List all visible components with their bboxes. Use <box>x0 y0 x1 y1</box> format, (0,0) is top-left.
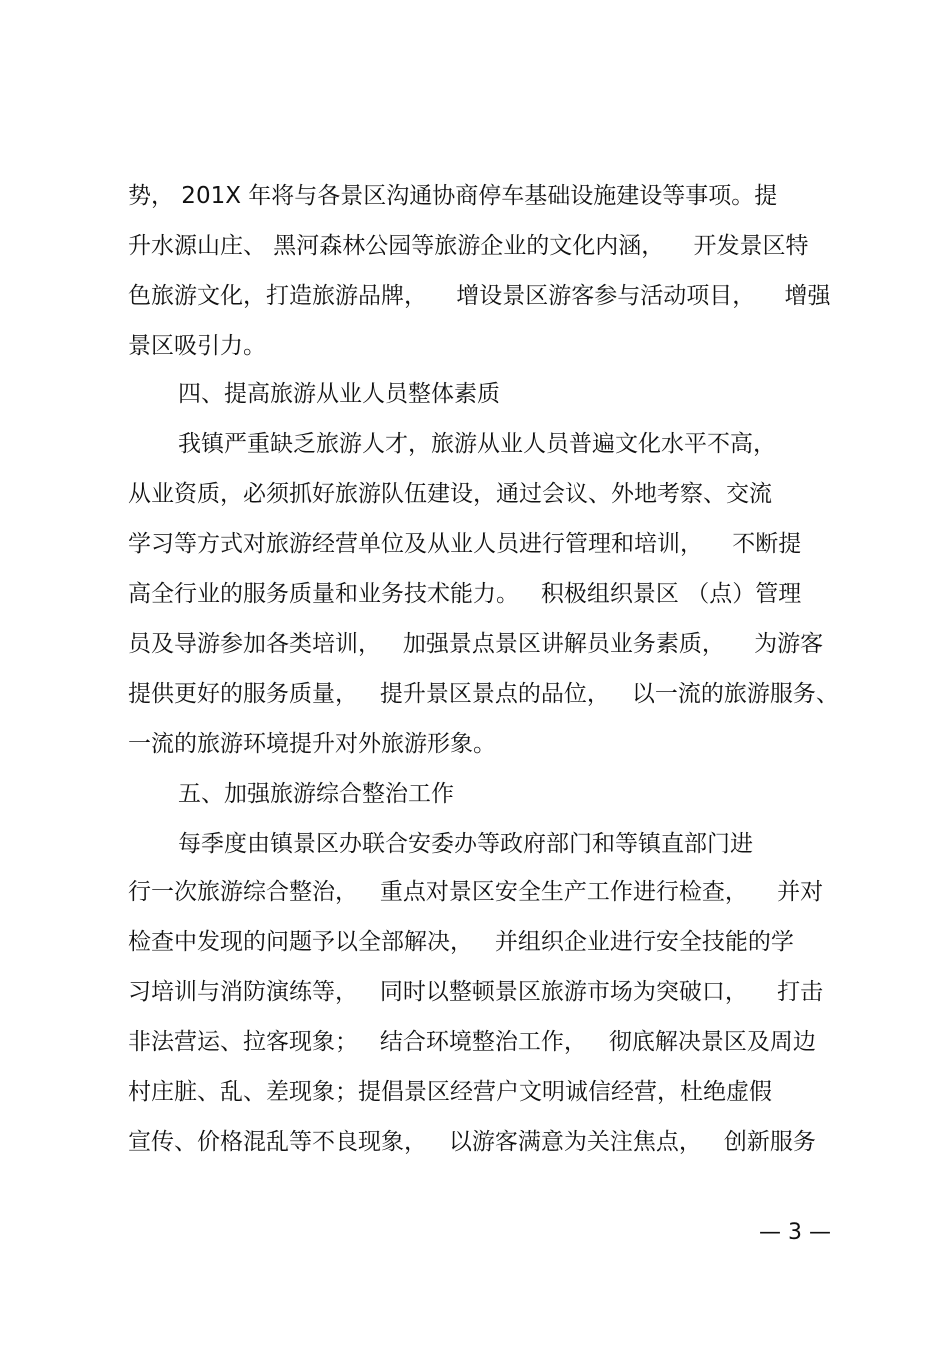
body-text-line: 高全行业的服务质量和业务技术能力。 积极组织景区 （点）管理 <box>128 581 802 607</box>
body-text-line: 从业资质，必须抓好旅游队伍建设，通过会议、外地考察、交流 <box>128 481 772 507</box>
body-text-line: 色旅游文化，打造旅游品牌， 增设景区游客参与活动项目， 增强 <box>128 283 831 309</box>
body-text-line: 习培训与消防演练等， 同时以整顿景区旅游市场为突破口， 打击 <box>128 979 824 1005</box>
body-text-line: 检查中发现的问题予以全部解决， 并组织企业进行安全技能的学 <box>128 929 794 955</box>
body-text-line: 行一次旅游综合整治， 重点对景区安全生产工作进行检查， 并对 <box>128 879 824 905</box>
body-text-line: 我镇严重缺乏旅游人才，旅游从业人员普遍文化水平不高， <box>178 431 776 457</box>
body-text-line: 学习等方式对旅游经营单位及从业人员进行管理和培训， 不断提 <box>128 531 802 557</box>
body-text-line: 非法营运、拉客现象； 结合环境整治工作， 彻底解决景区及周边 <box>128 1029 816 1055</box>
body-text-line: 势， 201X 年将与各景区沟通协商停车基础设施建设等事项。提 <box>128 183 778 209</box>
section-heading: 五、加强旅游综合整治工作 <box>178 781 454 807</box>
body-text-line: 宣传、价格混乱等不良现象， 以游客满意为关注焦点， 创新服务 <box>128 1129 816 1155</box>
body-text-line: 景区吸引力。 <box>128 333 266 359</box>
body-text-line: 一流的旅游环境提升对外旅游形象。 <box>128 731 496 757</box>
section-heading: 四、提高旅游从业人员整体素质 <box>178 381 500 407</box>
body-text-line: 每季度由镇景区办联合安委办等政府部门和等镇直部门进 <box>178 831 753 857</box>
page-number: — 3 — <box>759 1220 831 1245</box>
body-text-line: 员及导游参加各类培训， 加强景点景区讲解员业务素质， 为游客 <box>128 631 824 657</box>
body-text-line: 村庄脏、乱、差现象；提倡景区经营户文明诚信经营，杜绝虚假 <box>128 1079 772 1105</box>
body-text-line: 提供更好的服务质量， 提升景区景点的品位， 以一流的旅游服务、 <box>128 681 839 707</box>
body-text-line: 升水源山庄、 黑河森林公园等旅游企业的文化内涵， 开发景区特 <box>128 233 809 259</box>
